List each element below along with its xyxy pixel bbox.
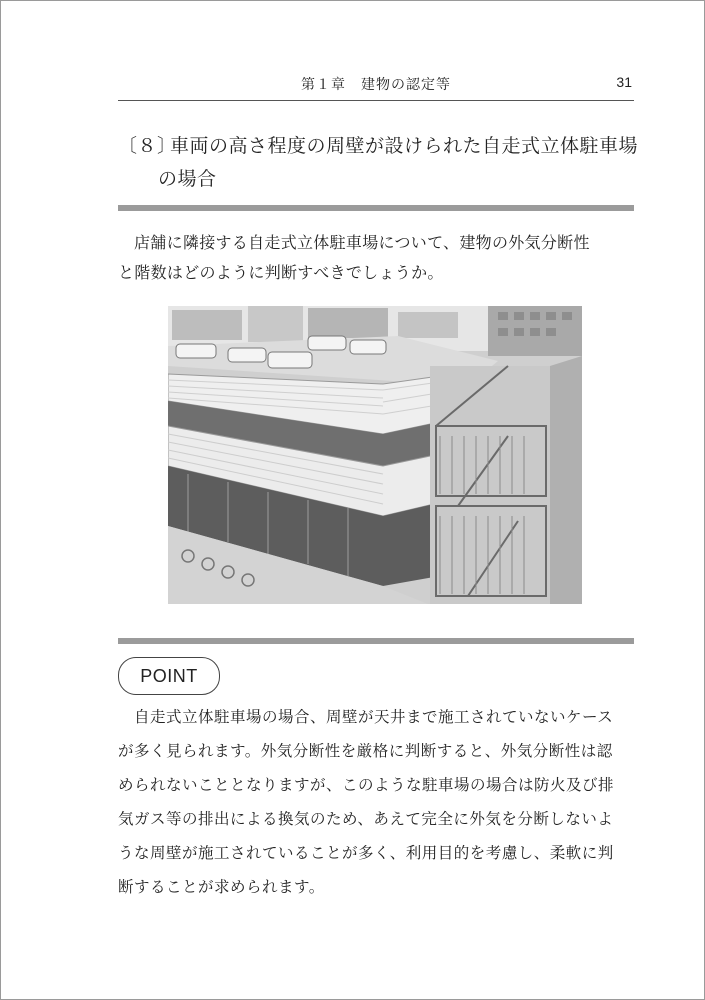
point-label: POINT [118,657,220,695]
point-line-3: められないこととなりますが、このような駐車場の場合は防火及び排 [118,776,615,794]
divider-top [118,205,634,211]
divider-point [118,638,634,644]
page-number: 31 [616,74,632,90]
chapter-title: 第１章 建物の認定等 [301,77,451,93]
point-line-1: 自走式立体駐車場の場合、周壁が天井まで施工されていないケース [134,708,614,726]
point-line-2: が多く見られます。外気分断性を厳格に判断すると、外気分断性は認 [118,742,613,760]
running-header [118,72,634,101]
section-title-line2: の場合 [158,168,217,190]
section-heading [118,130,638,196]
section-number: 〔８〕 [118,135,177,157]
question-text [118,228,638,288]
question-line-1: 店舗に隣接する自走式立体駐車場について、建物の外気分断性 [134,233,590,252]
question-line-2: と階数はどのように判断すべきでしょうか。 [118,263,444,282]
point-line-6: 断することが求められます。 [118,878,325,896]
point-line-4: 気ガス等の排出による換気のため、あえて完全に外気を分断しないよ [118,810,614,828]
point-body [118,700,638,904]
section-heading-line1 [118,130,638,163]
point-line-5: うな周壁が施工されていることが多く、利用目的を考慮し、柔軟に判 [118,844,614,862]
parking-garage-photo [168,306,582,604]
section-title-line1: 車両の高さ程度の周壁が設けられた自走式立体駐車場 [170,135,639,157]
